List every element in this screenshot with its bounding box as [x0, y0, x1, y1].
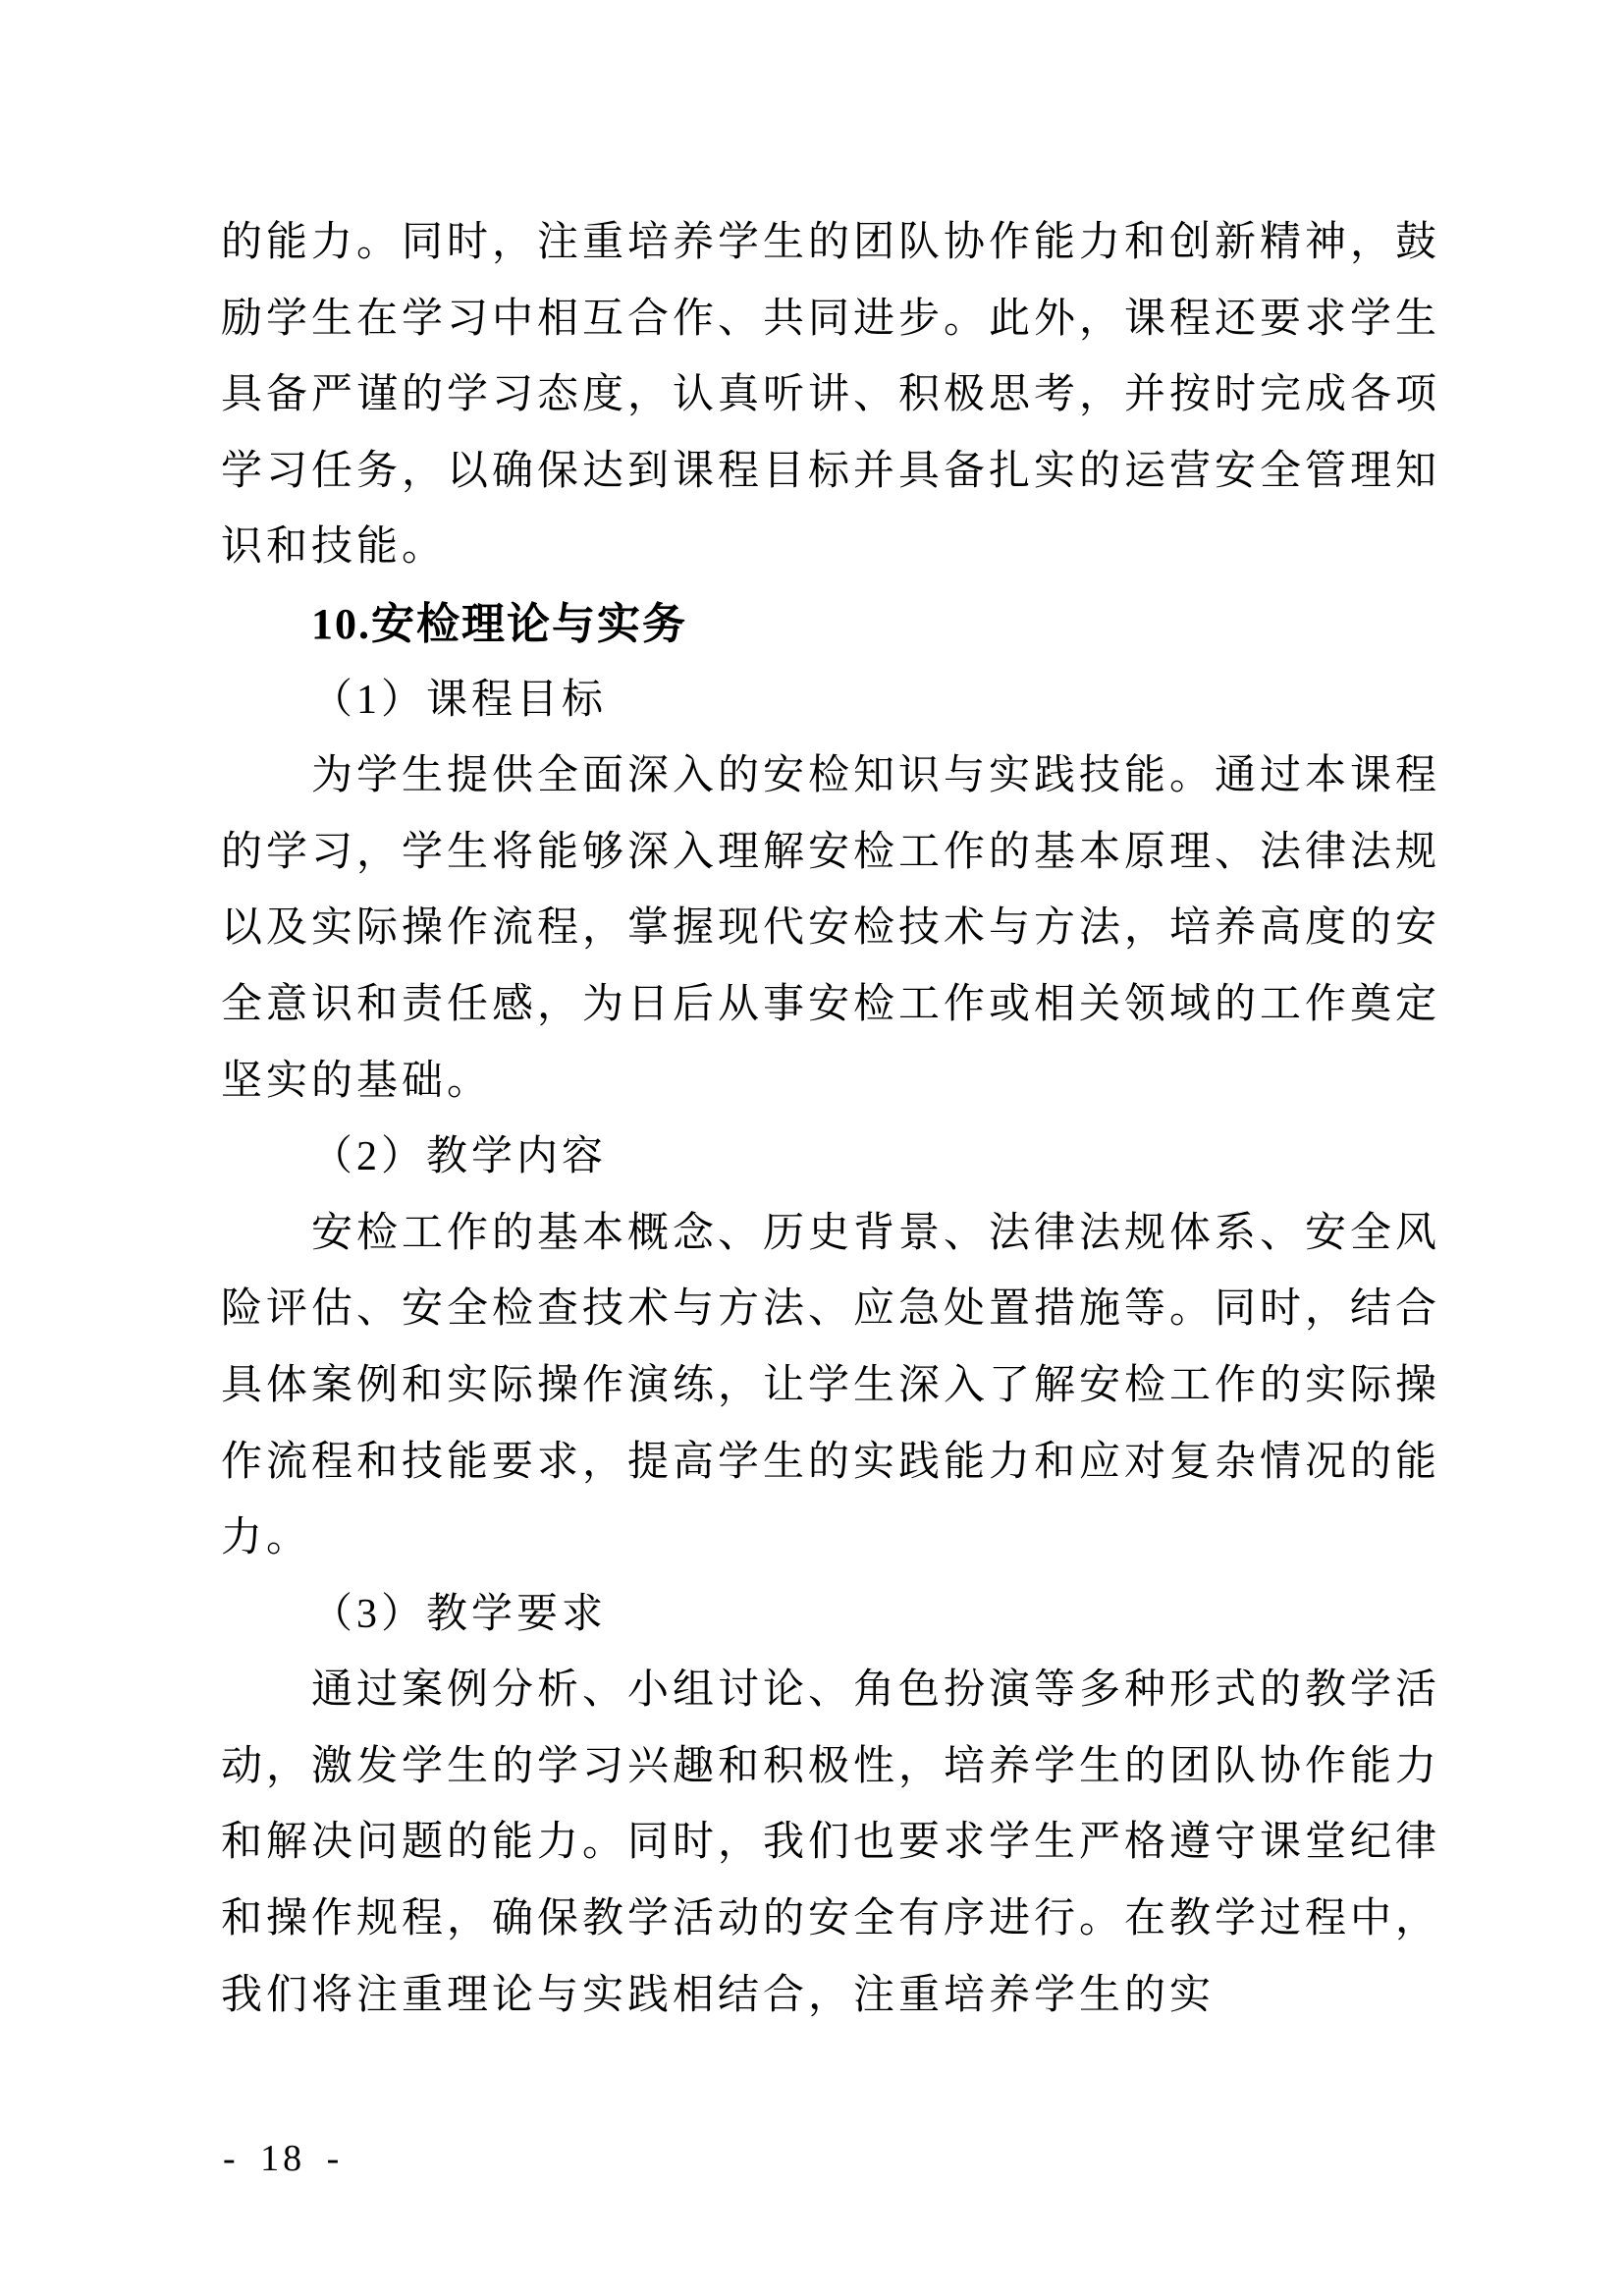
- paragraph: （1）课程目标: [311, 677, 608, 723]
- paragraph: 通过案例分析、小组讨论、角色扮演等多种形式的教学活动，激发学生的学习兴趣和积极性，培养学生的团队协作能力和解决问题的能力。同时，我们也要求学生严格遵守课堂纪律和操作规程，确保教学活动的安全有序进行。在教学过程中，我们将注重理论与实践相结合，注重培养学生的实: [221, 1667, 1441, 2018]
- paragraph: 的能力。同时，注重培养学生的团队协作能力和创新精神，鼓励学生在学习中相互合作、共同进步。此外，课程还要求学生具备严谨的学习态度，认真听讲、积极思考，并按时完成各项学习任务，以确保达到课程目标并具备扎实的运营安全管理知识和技能。: [221, 220, 1441, 571]
- page-number: - 18 -: [223, 2138, 344, 2179]
- paragraph: 安检工作的基本概念、历史背景、法律法规体系、安全风险评估、安全检查技术与方法、应急处置措施等。同时，结合具体案例和实际操作演练，让学生深入了解安检工作的实际操作流程和技能要求，提高学生的实践能力和应对复杂情况的能力。: [221, 1210, 1441, 1561]
- section-heading: 10.安检理论与实务: [311, 599, 687, 648]
- paragraph: 为学生提供全面深入的安检知识与实践技能。通过本课程的学习，学生将能够深入理解安检工作的基本原理、法律法规以及实际操作流程，掌握现代安检技术与方法，培养高度的安全意识和责任感，为日后从事安检工作或相关领域的工作奠定坚实的基础。: [221, 753, 1441, 1104]
- paragraph: （3）教学要求: [311, 1591, 608, 1637]
- document-body: [221, 205, 1440, 2034]
- paragraph: （2）教学内容: [311, 1134, 608, 1180]
